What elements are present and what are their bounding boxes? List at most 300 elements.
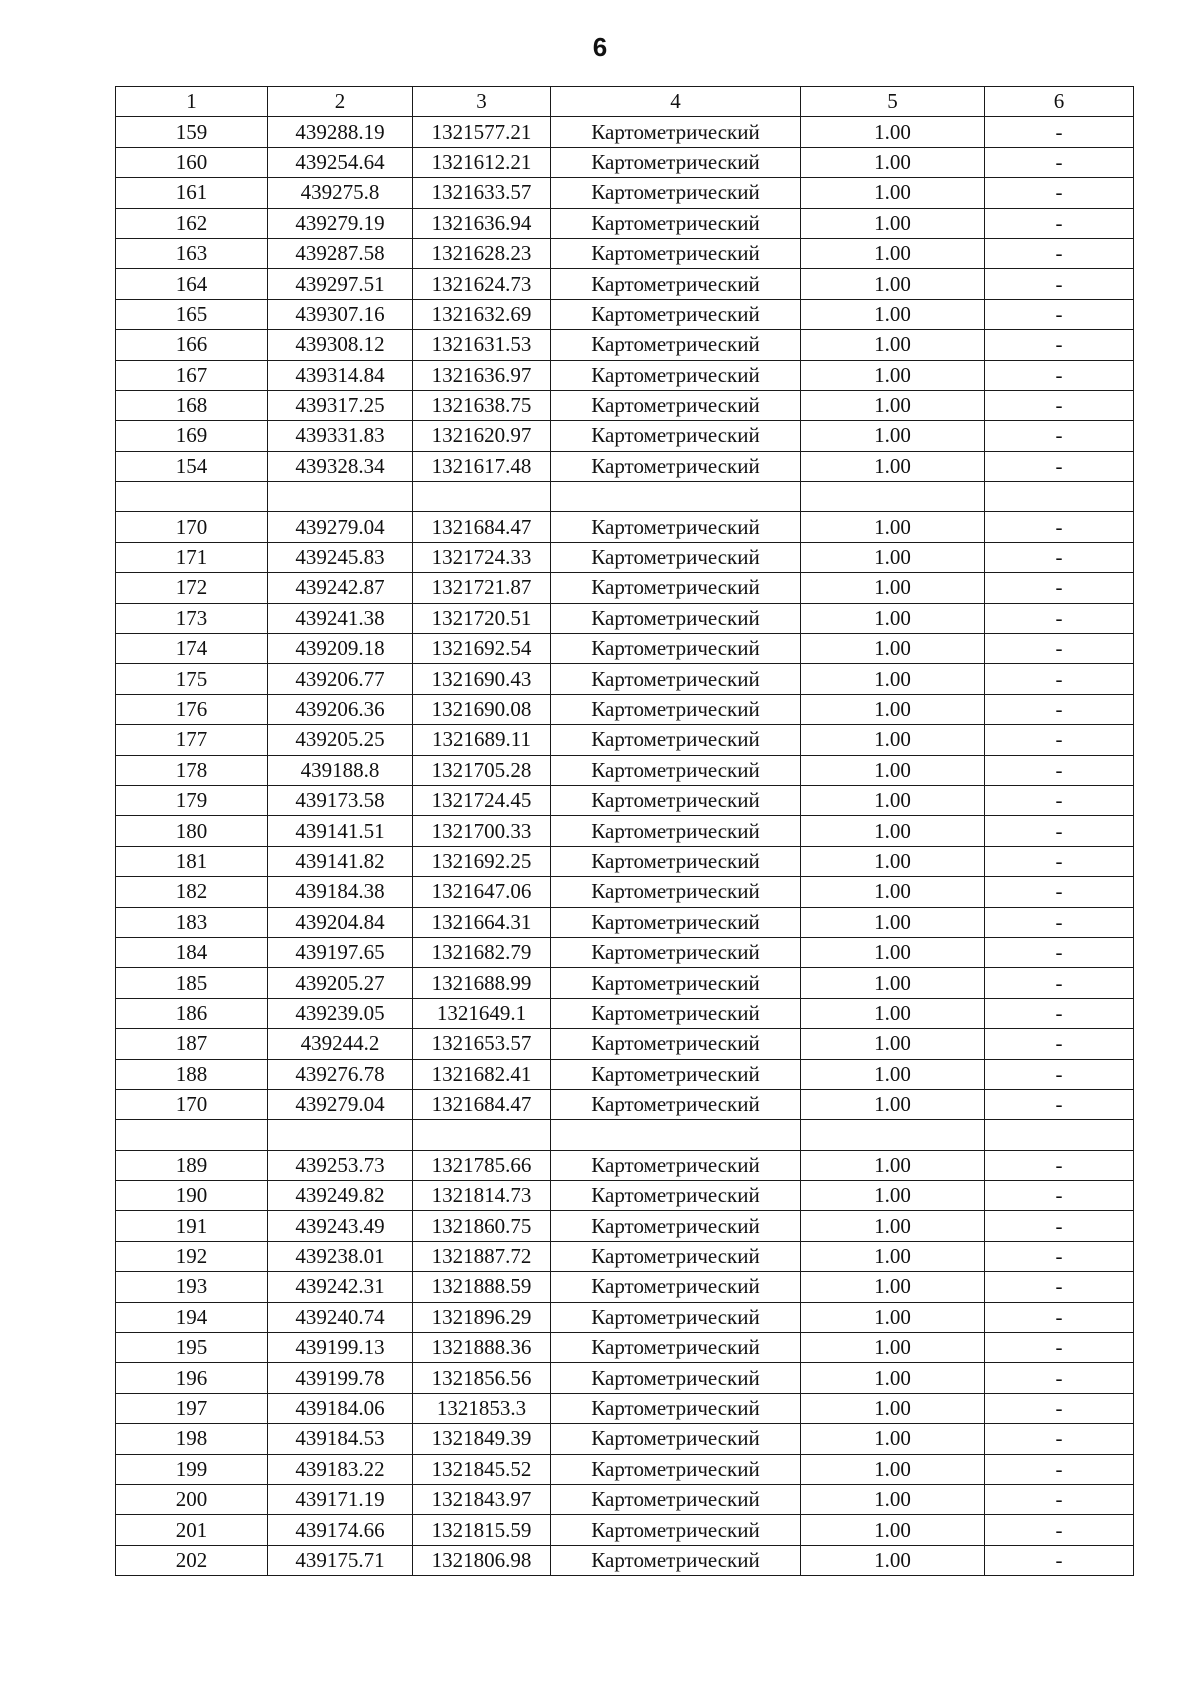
x-coordinate-cell: 439276.78: [268, 1059, 413, 1089]
x-coordinate-cell: 439288.19: [268, 117, 413, 147]
table-row: [116, 512, 1134, 542]
y-coordinate-cell: 1321853.3: [413, 1393, 551, 1423]
accuracy-cell: 1.00: [801, 725, 985, 755]
accuracy-cell: 1.00: [801, 299, 985, 329]
description-cell: -: [985, 816, 1134, 846]
table-row: [116, 390, 1134, 420]
description-cell: -: [985, 907, 1134, 937]
page-number: 6: [592, 32, 608, 62]
point-number-cell: 174: [116, 634, 268, 664]
x-coordinate-cell: 439199.78: [268, 1363, 413, 1393]
accuracy-cell: [801, 1120, 985, 1150]
description-cell: -: [985, 1029, 1134, 1059]
accuracy-cell: 1.00: [801, 421, 985, 451]
table-row: [116, 1363, 1134, 1393]
accuracy-cell: 1.00: [801, 1363, 985, 1393]
point-number-cell: 163: [116, 238, 268, 268]
header-cell-1: 1: [116, 87, 268, 117]
table-row: [116, 208, 1134, 238]
accuracy-cell: 1.00: [801, 907, 985, 937]
y-coordinate-cell: 1321624.73: [413, 269, 551, 299]
method-cell: Картометрический: [551, 603, 801, 633]
accuracy-cell: 1.00: [801, 1454, 985, 1484]
point-number-cell: 193: [116, 1272, 268, 1302]
accuracy-cell: 1.00: [801, 816, 985, 846]
accuracy-cell: 1.00: [801, 968, 985, 998]
description-cell: -: [985, 208, 1134, 238]
description-cell: -: [985, 694, 1134, 724]
accuracy-cell: 1.00: [801, 451, 985, 481]
point-number-cell: 159: [116, 117, 268, 147]
method-cell: Картометрический: [551, 1484, 801, 1514]
y-coordinate-cell: 1321814.73: [413, 1181, 551, 1211]
accuracy-cell: 1.00: [801, 512, 985, 542]
method-cell: Картометрический: [551, 1150, 801, 1180]
point-number-cell: [116, 482, 268, 512]
x-coordinate-cell: 439253.73: [268, 1150, 413, 1180]
x-coordinate-cell: 439249.82: [268, 1181, 413, 1211]
point-number-cell: 173: [116, 603, 268, 633]
description-cell: -: [985, 634, 1134, 664]
method-cell: Картометрический: [551, 725, 801, 755]
point-number-cell: 178: [116, 755, 268, 785]
point-number-cell: [116, 1120, 268, 1150]
point-number-cell: 200: [116, 1484, 268, 1514]
x-coordinate-cell: 439317.25: [268, 390, 413, 420]
table-row: [116, 330, 1134, 360]
accuracy-cell: 1.00: [801, 1089, 985, 1119]
description-cell: -: [985, 512, 1134, 542]
description-cell: -: [985, 1424, 1134, 1454]
x-coordinate-cell: 439175.71: [268, 1545, 413, 1575]
table-row: [116, 1424, 1134, 1454]
x-coordinate-cell: [268, 482, 413, 512]
description-cell: -: [985, 1211, 1134, 1241]
y-coordinate-cell: 1321653.57: [413, 1029, 551, 1059]
x-coordinate-cell: 439209.18: [268, 634, 413, 664]
table-row: [116, 147, 1134, 177]
description-cell: -: [985, 421, 1134, 451]
accuracy-cell: 1.00: [801, 937, 985, 967]
table-row: [116, 1089, 1134, 1119]
table-row: [116, 1545, 1134, 1575]
y-coordinate-cell: 1321612.21: [413, 147, 551, 177]
point-number-cell: 168: [116, 390, 268, 420]
table-row: [116, 482, 1134, 512]
method-cell: Картометрический: [551, 816, 801, 846]
point-number-cell: 175: [116, 664, 268, 694]
method-cell: Картометрический: [551, 998, 801, 1028]
table-row: [116, 1181, 1134, 1211]
y-coordinate-cell: 1321815.59: [413, 1515, 551, 1545]
table-body: [116, 117, 1134, 1576]
method-cell: Картометрический: [551, 694, 801, 724]
x-coordinate-cell: 439173.58: [268, 785, 413, 815]
accuracy-cell: 1.00: [801, 178, 985, 208]
method-cell: Картометрический: [551, 178, 801, 208]
method-cell: Картометрический: [551, 1211, 801, 1241]
x-coordinate-cell: 439240.74: [268, 1302, 413, 1332]
table-row: [116, 1241, 1134, 1271]
description-cell: -: [985, 573, 1134, 603]
accuracy-cell: 1.00: [801, 238, 985, 268]
accuracy-cell: [801, 482, 985, 512]
method-cell: [551, 1120, 801, 1150]
y-coordinate-cell: 1321684.47: [413, 512, 551, 542]
y-coordinate-cell: 1321632.69: [413, 299, 551, 329]
method-cell: Картометрический: [551, 1393, 801, 1423]
accuracy-cell: 1.00: [801, 573, 985, 603]
x-coordinate-cell: 439184.38: [268, 877, 413, 907]
table-row: [116, 1302, 1134, 1332]
method-cell: Картометрический: [551, 1241, 801, 1271]
description-cell: -: [985, 238, 1134, 268]
method-cell: Картометрический: [551, 664, 801, 694]
description-cell: -: [985, 785, 1134, 815]
method-cell: Картометрический: [551, 968, 801, 998]
y-coordinate-cell: 1321649.1: [413, 998, 551, 1028]
description-cell: -: [985, 1150, 1134, 1180]
description-cell: -: [985, 937, 1134, 967]
header-cell-6: 6: [985, 87, 1134, 117]
method-cell: Картометрический: [551, 785, 801, 815]
description-cell: -: [985, 1181, 1134, 1211]
table-row: [116, 238, 1134, 268]
x-coordinate-cell: 439141.82: [268, 846, 413, 876]
description-cell: -: [985, 1363, 1134, 1393]
description-cell: -: [985, 117, 1134, 147]
point-number-cell: 170: [116, 1089, 268, 1119]
point-number-cell: 179: [116, 785, 268, 815]
point-number-cell: 201: [116, 1515, 268, 1545]
description-cell: -: [985, 1272, 1134, 1302]
y-coordinate-cell: 1321633.57: [413, 178, 551, 208]
y-coordinate-cell: 1321700.33: [413, 816, 551, 846]
x-coordinate-cell: 439254.64: [268, 147, 413, 177]
description-cell: [985, 482, 1134, 512]
x-coordinate-cell: 439206.77: [268, 664, 413, 694]
method-cell: Картометрический: [551, 1302, 801, 1332]
method-cell: Картометрический: [551, 1059, 801, 1089]
method-cell: Картометрический: [551, 512, 801, 542]
method-cell: Картометрический: [551, 755, 801, 785]
table-row: [116, 877, 1134, 907]
table-row: [116, 998, 1134, 1028]
description-cell: -: [985, 269, 1134, 299]
point-number-cell: 195: [116, 1333, 268, 1363]
method-cell: [551, 482, 801, 512]
header-cell-3: 3: [413, 87, 551, 117]
header-row: [116, 87, 1134, 117]
description-cell: -: [985, 755, 1134, 785]
description-cell: -: [985, 968, 1134, 998]
point-number-cell: 169: [116, 421, 268, 451]
table-row: [116, 846, 1134, 876]
table-row: [116, 117, 1134, 147]
y-coordinate-cell: 1321705.28: [413, 755, 551, 785]
y-coordinate-cell: 1321682.79: [413, 937, 551, 967]
method-cell: Картометрический: [551, 1515, 801, 1545]
point-number-cell: 166: [116, 330, 268, 360]
y-coordinate-cell: 1321724.33: [413, 542, 551, 572]
method-cell: Картометрический: [551, 1089, 801, 1119]
y-coordinate-cell: 1321690.08: [413, 694, 551, 724]
description-cell: -: [985, 1545, 1134, 1575]
point-number-cell: 181: [116, 846, 268, 876]
y-coordinate-cell: [413, 1120, 551, 1150]
point-number-cell: 165: [116, 299, 268, 329]
method-cell: Картометрический: [551, 1333, 801, 1363]
description-cell: -: [985, 1059, 1134, 1089]
method-cell: Картометрический: [551, 1454, 801, 1484]
method-cell: Картометрический: [551, 1545, 801, 1575]
x-coordinate-cell: 439204.84: [268, 907, 413, 937]
point-number-cell: 188: [116, 1059, 268, 1089]
accuracy-cell: 1.00: [801, 664, 985, 694]
accuracy-cell: 1.00: [801, 1150, 985, 1180]
description-cell: -: [985, 877, 1134, 907]
x-coordinate-cell: 439242.87: [268, 573, 413, 603]
y-coordinate-cell: 1321682.41: [413, 1059, 551, 1089]
point-number-cell: 176: [116, 694, 268, 724]
accuracy-cell: 1.00: [801, 117, 985, 147]
y-coordinate-cell: 1321856.56: [413, 1363, 551, 1393]
point-number-cell: 190: [116, 1181, 268, 1211]
method-cell: Картометрический: [551, 330, 801, 360]
x-coordinate-cell: 439243.49: [268, 1211, 413, 1241]
method-cell: Картометрический: [551, 1272, 801, 1302]
point-number-cell: 185: [116, 968, 268, 998]
method-cell: Картометрический: [551, 846, 801, 876]
x-coordinate-cell: 439184.06: [268, 1393, 413, 1423]
point-number-cell: 202: [116, 1545, 268, 1575]
table-row: [116, 1454, 1134, 1484]
y-coordinate-cell: 1321690.43: [413, 664, 551, 694]
accuracy-cell: 1.00: [801, 542, 985, 572]
x-coordinate-cell: 439188.8: [268, 755, 413, 785]
x-coordinate-cell: 439279.04: [268, 512, 413, 542]
y-coordinate-cell: 1321896.29: [413, 1302, 551, 1332]
point-number-cell: 191: [116, 1211, 268, 1241]
y-coordinate-cell: 1321860.75: [413, 1211, 551, 1241]
method-cell: Картометрический: [551, 147, 801, 177]
table-row: [116, 816, 1134, 846]
point-number-cell: 199: [116, 1454, 268, 1484]
x-coordinate-cell: [268, 1120, 413, 1150]
y-coordinate-cell: 1321647.06: [413, 877, 551, 907]
description-cell: -: [985, 330, 1134, 360]
method-cell: Картометрический: [551, 451, 801, 481]
accuracy-cell: 1.00: [801, 269, 985, 299]
y-coordinate-cell: 1321887.72: [413, 1241, 551, 1271]
y-coordinate-cell: 1321636.94: [413, 208, 551, 238]
accuracy-cell: 1.00: [801, 1181, 985, 1211]
accuracy-cell: 1.00: [801, 998, 985, 1028]
description-cell: -: [985, 1302, 1134, 1332]
accuracy-cell: 1.00: [801, 1484, 985, 1514]
description-cell: -: [985, 1393, 1134, 1423]
point-number-cell: 198: [116, 1424, 268, 1454]
accuracy-cell: 1.00: [801, 1333, 985, 1363]
x-coordinate-cell: 439314.84: [268, 360, 413, 390]
accuracy-cell: 1.00: [801, 390, 985, 420]
accuracy-cell: 1.00: [801, 1059, 985, 1089]
method-cell: Картометрический: [551, 360, 801, 390]
header-cell-5: 5: [801, 87, 985, 117]
accuracy-cell: 1.00: [801, 1241, 985, 1271]
accuracy-cell: 1.00: [801, 1272, 985, 1302]
table-row: [116, 937, 1134, 967]
accuracy-cell: 1.00: [801, 1545, 985, 1575]
x-coordinate-cell: 439328.34: [268, 451, 413, 481]
point-number-cell: 183: [116, 907, 268, 937]
table-row: [116, 1211, 1134, 1241]
x-coordinate-cell: 439205.27: [268, 968, 413, 998]
x-coordinate-cell: 439279.04: [268, 1089, 413, 1119]
description-cell: -: [985, 1089, 1134, 1119]
point-number-cell: 180: [116, 816, 268, 846]
y-coordinate-cell: 1321631.53: [413, 330, 551, 360]
x-coordinate-cell: 439241.38: [268, 603, 413, 633]
method-cell: Картометрический: [551, 1029, 801, 1059]
accuracy-cell: 1.00: [801, 755, 985, 785]
table-row: [116, 451, 1134, 481]
point-number-cell: 167: [116, 360, 268, 390]
table-row: [116, 1484, 1134, 1514]
table-row: [116, 269, 1134, 299]
accuracy-cell: 1.00: [801, 1211, 985, 1241]
table-row: [116, 603, 1134, 633]
y-coordinate-cell: 1321849.39: [413, 1424, 551, 1454]
coordinates-table: [115, 86, 1134, 1576]
point-number-cell: 177: [116, 725, 268, 755]
y-coordinate-cell: 1321843.97: [413, 1484, 551, 1514]
method-cell: Картометрический: [551, 390, 801, 420]
description-cell: -: [985, 178, 1134, 208]
point-number-cell: 187: [116, 1029, 268, 1059]
x-coordinate-cell: 439206.36: [268, 694, 413, 724]
point-number-cell: 162: [116, 208, 268, 238]
description-cell: -: [985, 725, 1134, 755]
description-cell: -: [985, 1333, 1134, 1363]
point-number-cell: 164: [116, 269, 268, 299]
table-row: [116, 542, 1134, 572]
method-cell: Картометрический: [551, 299, 801, 329]
table-row: [116, 694, 1134, 724]
accuracy-cell: 1.00: [801, 603, 985, 633]
table-row: [116, 1272, 1134, 1302]
description-cell: -: [985, 664, 1134, 694]
table-row: [116, 725, 1134, 755]
x-coordinate-cell: 439245.83: [268, 542, 413, 572]
table-row: [116, 1120, 1134, 1150]
table-row: [116, 1029, 1134, 1059]
method-cell: Картометрический: [551, 117, 801, 147]
method-cell: Картометрический: [551, 1363, 801, 1393]
y-coordinate-cell: 1321888.59: [413, 1272, 551, 1302]
y-coordinate-cell: 1321638.75: [413, 390, 551, 420]
table-row: [116, 1059, 1134, 1089]
x-coordinate-cell: 439279.19: [268, 208, 413, 238]
description-cell: -: [985, 542, 1134, 572]
table-row: [116, 634, 1134, 664]
y-coordinate-cell: 1321620.97: [413, 421, 551, 451]
description-cell: -: [985, 1484, 1134, 1514]
accuracy-cell: 1.00: [801, 208, 985, 238]
table-row: [116, 907, 1134, 937]
point-number-cell: 197: [116, 1393, 268, 1423]
method-cell: Картометрический: [551, 1424, 801, 1454]
description-cell: -: [985, 1454, 1134, 1484]
description-cell: -: [985, 147, 1134, 177]
point-number-cell: 192: [116, 1241, 268, 1271]
header-cell-4: 4: [551, 87, 801, 117]
accuracy-cell: 1.00: [801, 1393, 985, 1423]
method-cell: Картометрический: [551, 573, 801, 603]
point-number-cell: 182: [116, 877, 268, 907]
table-row: [116, 755, 1134, 785]
point-number-cell: 154: [116, 451, 268, 481]
x-coordinate-cell: 439184.53: [268, 1424, 413, 1454]
method-cell: Картометрический: [551, 421, 801, 451]
y-coordinate-cell: 1321636.97: [413, 360, 551, 390]
point-number-cell: 172: [116, 573, 268, 603]
accuracy-cell: 1.00: [801, 634, 985, 664]
table-row: [116, 1333, 1134, 1363]
x-coordinate-cell: 439275.8: [268, 178, 413, 208]
method-cell: Картометрический: [551, 238, 801, 268]
x-coordinate-cell: 439171.19: [268, 1484, 413, 1514]
y-coordinate-cell: 1321628.23: [413, 238, 551, 268]
y-coordinate-cell: 1321684.47: [413, 1089, 551, 1119]
method-cell: Картометрический: [551, 877, 801, 907]
table-row: [116, 421, 1134, 451]
y-coordinate-cell: 1321689.11: [413, 725, 551, 755]
x-coordinate-cell: 439238.01: [268, 1241, 413, 1271]
y-coordinate-cell: 1321692.54: [413, 634, 551, 664]
point-number-cell: 186: [116, 998, 268, 1028]
method-cell: Картометрический: [551, 269, 801, 299]
y-coordinate-cell: 1321785.66: [413, 1150, 551, 1180]
y-coordinate-cell: 1321724.45: [413, 785, 551, 815]
y-coordinate-cell: 1321845.52: [413, 1454, 551, 1484]
x-coordinate-cell: 439331.83: [268, 421, 413, 451]
description-cell: -: [985, 1515, 1134, 1545]
accuracy-cell: 1.00: [801, 1424, 985, 1454]
accuracy-cell: 1.00: [801, 694, 985, 724]
table-row: [116, 1150, 1134, 1180]
x-coordinate-cell: 439308.12: [268, 330, 413, 360]
y-coordinate-cell: 1321720.51: [413, 603, 551, 633]
y-coordinate-cell: 1321888.36: [413, 1333, 551, 1363]
y-coordinate-cell: 1321692.25: [413, 846, 551, 876]
table-row: [116, 299, 1134, 329]
table-header: [116, 87, 1134, 117]
description-cell: [985, 1120, 1134, 1150]
table-row: [116, 178, 1134, 208]
y-coordinate-cell: 1321664.31: [413, 907, 551, 937]
accuracy-cell: 1.00: [801, 147, 985, 177]
point-number-cell: 160: [116, 147, 268, 177]
accuracy-cell: 1.00: [801, 785, 985, 815]
x-coordinate-cell: 439199.13: [268, 1333, 413, 1363]
x-coordinate-cell: 439297.51: [268, 269, 413, 299]
accuracy-cell: 1.00: [801, 877, 985, 907]
description-cell: -: [985, 360, 1134, 390]
method-cell: Картометрический: [551, 634, 801, 664]
point-number-cell: 196: [116, 1363, 268, 1393]
y-coordinate-cell: 1321806.98: [413, 1545, 551, 1575]
